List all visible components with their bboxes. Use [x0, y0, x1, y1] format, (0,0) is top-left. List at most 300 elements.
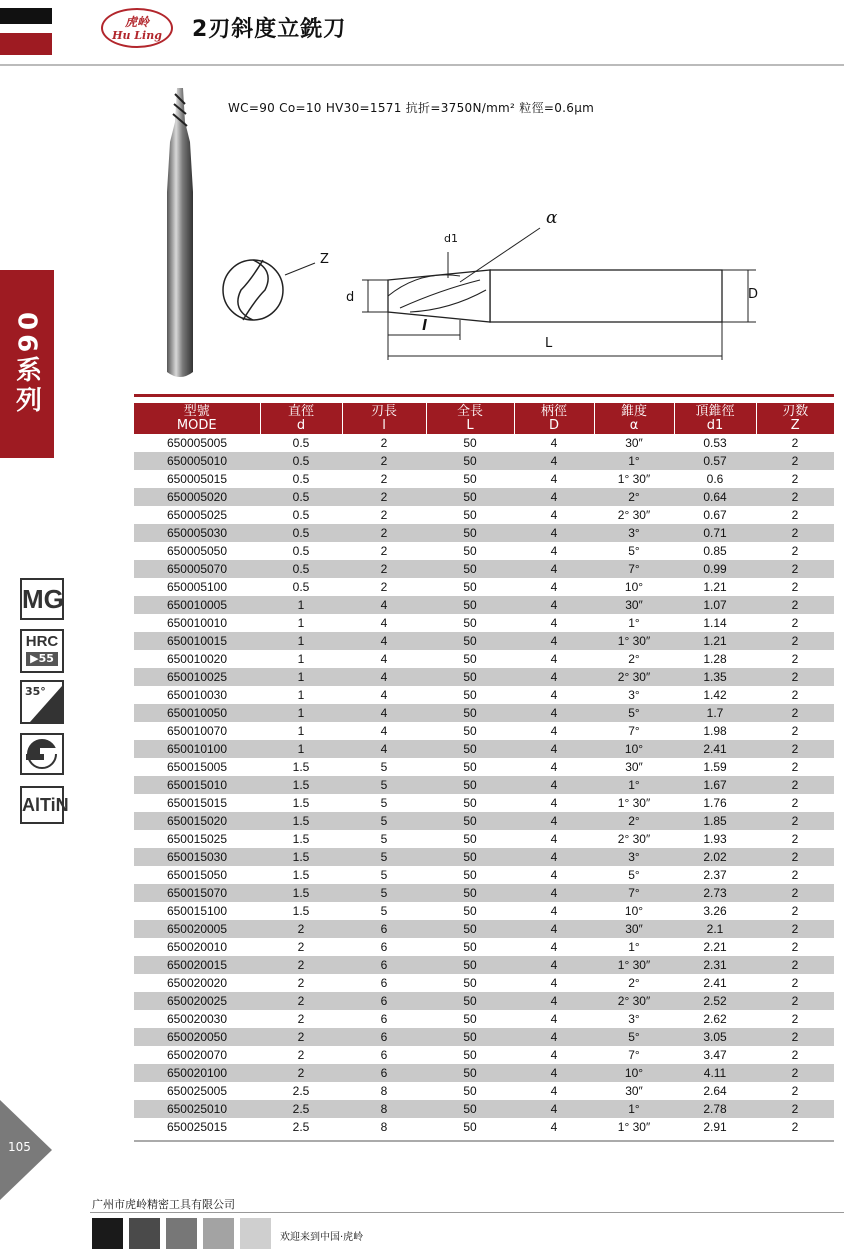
helix-angle-label: 35° [25, 685, 46, 698]
cell-shank-diameter: 4 [514, 1100, 594, 1118]
table-row [134, 758, 834, 776]
table-row [134, 686, 834, 704]
table-row [134, 1118, 834, 1136]
color-swatch [240, 1218, 271, 1249]
cell-flute-count: 2 [756, 506, 834, 524]
cell-overall-length: 50 [426, 902, 514, 920]
cell-model: 650005005 [134, 434, 260, 452]
table-body [134, 434, 834, 1136]
product-table [134, 403, 834, 1136]
cell-overall-length: 50 [426, 884, 514, 902]
cell-tip-diameter: 2.52 [674, 992, 756, 1010]
cell-flute-count: 2 [756, 632, 834, 650]
cell-flute-length: 5 [342, 794, 426, 812]
table-row [134, 956, 834, 974]
cell-model: 650015050 [134, 866, 260, 884]
cell-tip-diameter: 1.59 [674, 758, 756, 776]
cell-shank-diameter: 4 [514, 452, 594, 470]
cell-shank-diameter: 4 [514, 488, 594, 506]
cell-model: 650020050 [134, 1028, 260, 1046]
cell-flute-count: 2 [756, 542, 834, 560]
cell-tip-diameter: 0.85 [674, 542, 756, 560]
cell-flute-length: 6 [342, 956, 426, 974]
cell-diameter: 0.5 [260, 488, 342, 506]
cell-overall-length: 50 [426, 920, 514, 938]
cell-tip-diameter: 2.91 [674, 1118, 756, 1136]
cell-tip-diameter: 1.98 [674, 722, 756, 740]
cell-tip-diameter: 2.02 [674, 848, 756, 866]
cell-overall-length: 50 [426, 632, 514, 650]
cell-flute-length: 6 [342, 974, 426, 992]
cell-flute-length: 2 [342, 470, 426, 488]
cell-diameter: 1 [260, 632, 342, 650]
cell-flute-count: 2 [756, 758, 834, 776]
cell-flute-length: 4 [342, 650, 426, 668]
table-row [134, 866, 834, 884]
cell-shank-diameter: 4 [514, 524, 594, 542]
cell-taper: 2° 30″ [594, 830, 674, 848]
header-shank-diameter: 柄徑 D [514, 403, 594, 434]
cell-model: 650015070 [134, 884, 260, 902]
cell-diameter: 1.5 [260, 776, 342, 794]
cell-diameter: 1.5 [260, 794, 342, 812]
table-row [134, 992, 834, 1010]
flute-length-label: l [422, 318, 427, 334]
cell-shank-diameter: 4 [514, 776, 594, 794]
cell-diameter: 1.5 [260, 884, 342, 902]
cell-overall-length: 50 [426, 1046, 514, 1064]
table-row [134, 848, 834, 866]
cell-flute-length: 4 [342, 614, 426, 632]
cell-overall-length: 50 [426, 1010, 514, 1028]
cell-flute-length: 4 [342, 596, 426, 614]
header-tip-diameter: 頂錐徑 d1 [674, 403, 756, 434]
cell-overall-length: 50 [426, 866, 514, 884]
table-row [134, 650, 834, 668]
cell-tip-diameter: 2.21 [674, 938, 756, 956]
cell-taper: 1° 30″ [594, 1118, 674, 1136]
cell-diameter: 0.5 [260, 434, 342, 452]
cell-tip-diameter: 1.85 [674, 812, 756, 830]
cell-taper: 1° 30″ [594, 632, 674, 650]
cell-overall-length: 50 [426, 578, 514, 596]
cell-tip-diameter: 0.6 [674, 470, 756, 488]
header-black-bar [0, 8, 52, 24]
cell-tip-diameter: 0.57 [674, 452, 756, 470]
cell-flute-count: 2 [756, 866, 834, 884]
cell-diameter: 2 [260, 1028, 342, 1046]
cell-tip-diameter: 1.28 [674, 650, 756, 668]
cell-flute-count: 2 [756, 920, 834, 938]
cell-flute-count: 2 [756, 1082, 834, 1100]
alpha-label: α [546, 208, 558, 228]
mg-badge: MG [20, 578, 64, 620]
cell-tip-diameter: 2.73 [674, 884, 756, 902]
cell-shank-diameter: 4 [514, 470, 594, 488]
cell-model: 650010010 [134, 614, 260, 632]
color-swatch [92, 1218, 123, 1249]
cell-overall-length: 50 [426, 488, 514, 506]
two-flute-icon [22, 735, 62, 773]
cell-taper: 7° [594, 560, 674, 578]
cell-tip-diameter: 2.64 [674, 1082, 756, 1100]
cell-taper: 5° [594, 542, 674, 560]
cell-model: 650005070 [134, 560, 260, 578]
cell-flute-length: 4 [342, 668, 426, 686]
cell-shank-diameter: 4 [514, 434, 594, 452]
header-divider [0, 64, 844, 66]
cell-overall-length: 50 [426, 758, 514, 776]
cell-flute-count: 2 [756, 668, 834, 686]
cell-overall-length: 50 [426, 740, 514, 758]
table-row [134, 776, 834, 794]
cell-diameter: 1 [260, 650, 342, 668]
cell-diameter: 0.5 [260, 524, 342, 542]
cell-shank-diameter: 4 [514, 1064, 594, 1082]
cell-taper: 7° [594, 1046, 674, 1064]
cell-flute-length: 2 [342, 578, 426, 596]
cell-flute-count: 2 [756, 470, 834, 488]
cell-flute-length: 8 [342, 1082, 426, 1100]
cell-flute-length: 5 [342, 848, 426, 866]
cell-flute-count: 2 [756, 650, 834, 668]
d-label: d [346, 290, 355, 305]
cell-diameter: 0.5 [260, 470, 342, 488]
coating-badge: AlTiN [20, 786, 64, 824]
cell-shank-diameter: 4 [514, 740, 594, 758]
cell-flute-length: 2 [342, 434, 426, 452]
cell-taper: 30″ [594, 434, 674, 452]
cell-overall-length: 50 [426, 794, 514, 812]
cell-taper: 1° [594, 614, 674, 632]
cell-flute-length: 4 [342, 740, 426, 758]
cell-overall-length: 50 [426, 704, 514, 722]
table-row [134, 560, 834, 578]
cell-shank-diameter: 4 [514, 1082, 594, 1100]
table-bottom-rule [134, 1140, 834, 1142]
color-swatch [129, 1218, 160, 1249]
cell-shank-diameter: 4 [514, 506, 594, 524]
cell-overall-length: 50 [426, 542, 514, 560]
cell-taper: 30″ [594, 758, 674, 776]
header-flute-length: 刃長 l [342, 403, 426, 434]
hrc-label: HRC [25, 633, 59, 650]
cell-overall-length: 50 [426, 722, 514, 740]
cell-flute-count: 2 [756, 452, 834, 470]
cell-model: 650015100 [134, 902, 260, 920]
cell-flute-length: 4 [342, 632, 426, 650]
cell-taper: 7° [594, 722, 674, 740]
cell-diameter: 2.5 [260, 1082, 342, 1100]
cell-flute-length: 6 [342, 938, 426, 956]
cell-flute-length: 5 [342, 866, 426, 884]
z-label: Z [320, 252, 329, 267]
cell-diameter: 2 [260, 974, 342, 992]
table-row [134, 812, 834, 830]
cell-taper: 2° [594, 650, 674, 668]
cell-tip-diameter: 1.14 [674, 614, 756, 632]
cell-diameter: 0.5 [260, 578, 342, 596]
table-row [134, 920, 834, 938]
cell-model: 650005020 [134, 488, 260, 506]
table-row [134, 722, 834, 740]
table-row [134, 668, 834, 686]
cell-overall-length: 50 [426, 614, 514, 632]
cell-taper: 3° [594, 1010, 674, 1028]
cell-shank-diameter: 4 [514, 938, 594, 956]
cell-tip-diameter: 2.1 [674, 920, 756, 938]
cell-model: 650010100 [134, 740, 260, 758]
cell-diameter: 1 [260, 740, 342, 758]
cell-flute-count: 2 [756, 830, 834, 848]
cell-tip-diameter: 1.21 [674, 632, 756, 650]
cell-overall-length: 50 [426, 848, 514, 866]
table-row [134, 542, 834, 560]
cell-flute-length: 4 [342, 722, 426, 740]
table-row [134, 524, 834, 542]
cell-flute-length: 2 [342, 560, 426, 578]
table-row [134, 614, 834, 632]
cell-shank-diameter: 4 [514, 650, 594, 668]
cell-overall-length: 50 [426, 830, 514, 848]
cell-flute-count: 2 [756, 434, 834, 452]
cell-model: 650010020 [134, 650, 260, 668]
table-row [134, 632, 834, 650]
cell-flute-count: 2 [756, 1118, 834, 1136]
cell-tip-diameter: 0.67 [674, 506, 756, 524]
table-row [134, 470, 834, 488]
cell-shank-diameter: 4 [514, 1046, 594, 1064]
cell-flute-length: 6 [342, 920, 426, 938]
cell-model: 650005025 [134, 506, 260, 524]
overall-length-label: L [545, 336, 553, 351]
cell-shank-diameter: 4 [514, 902, 594, 920]
table-row [134, 794, 834, 812]
cell-taper: 5° [594, 866, 674, 884]
cell-diameter: 2.5 [260, 1100, 342, 1118]
cell-flute-length: 2 [342, 524, 426, 542]
cell-taper: 5° [594, 1028, 674, 1046]
cell-taper: 30″ [594, 1082, 674, 1100]
cell-overall-length: 50 [426, 1100, 514, 1118]
cell-tip-diameter: 1.42 [674, 686, 756, 704]
cell-model: 650020010 [134, 938, 260, 956]
table-row [134, 1082, 834, 1100]
cell-tip-diameter: 2.41 [674, 974, 756, 992]
cell-flute-length: 5 [342, 758, 426, 776]
cell-overall-length: 50 [426, 560, 514, 578]
cell-taper: 10° [594, 902, 674, 920]
cell-model: 650015010 [134, 776, 260, 794]
cell-flute-length: 6 [342, 1028, 426, 1046]
cell-tip-diameter: 2.41 [674, 740, 756, 758]
cell-shank-diameter: 4 [514, 1118, 594, 1136]
table-row [134, 1028, 834, 1046]
cell-tip-diameter: 1.93 [674, 830, 756, 848]
footer-divider [90, 1212, 844, 1213]
cell-taper: 10° [594, 740, 674, 758]
cell-flute-count: 2 [756, 794, 834, 812]
cell-flute-length: 4 [342, 704, 426, 722]
cell-taper: 2° 30″ [594, 992, 674, 1010]
cell-overall-length: 50 [426, 992, 514, 1010]
table-row [134, 830, 834, 848]
cell-diameter: 2 [260, 1064, 342, 1082]
cell-taper: 2° 30″ [594, 668, 674, 686]
cell-shank-diameter: 4 [514, 632, 594, 650]
table-row [134, 938, 834, 956]
cell-model: 650010025 [134, 668, 260, 686]
cell-shank-diameter: 4 [514, 668, 594, 686]
tool-dimension-diagram [360, 220, 790, 370]
header-taper: 錐度 α [594, 403, 674, 434]
cell-flute-length: 6 [342, 992, 426, 1010]
cell-shank-diameter: 4 [514, 686, 594, 704]
cell-model: 650005015 [134, 470, 260, 488]
cell-diameter: 2 [260, 1046, 342, 1064]
table-row [134, 974, 834, 992]
shank-diameter-label: D [748, 287, 759, 302]
cell-overall-length: 50 [426, 434, 514, 452]
table-row [134, 1064, 834, 1082]
table-row [134, 596, 834, 614]
cell-diameter: 1.5 [260, 848, 342, 866]
cell-model: 650015030 [134, 848, 260, 866]
cell-model: 650015020 [134, 812, 260, 830]
color-swatch [166, 1218, 197, 1249]
cell-model: 650005030 [134, 524, 260, 542]
cell-overall-length: 50 [426, 668, 514, 686]
helix-angle-badge [20, 680, 64, 724]
table-row [134, 884, 834, 902]
cell-diameter: 0.5 [260, 560, 342, 578]
brand-logo [101, 8, 173, 48]
cell-diameter: 1 [260, 614, 342, 632]
cell-diameter: 1.5 [260, 812, 342, 830]
cell-model: 650020100 [134, 1064, 260, 1082]
cell-model: 650005010 [134, 452, 260, 470]
cell-diameter: 2 [260, 920, 342, 938]
cell-diameter: 1.5 [260, 866, 342, 884]
cell-shank-diameter: 4 [514, 884, 594, 902]
cell-tip-diameter: 4.11 [674, 1064, 756, 1082]
cell-model: 650025010 [134, 1100, 260, 1118]
cell-model: 650025005 [134, 1082, 260, 1100]
logo-line1: 虎岭 [124, 15, 149, 29]
cell-tip-diameter: 1.67 [674, 776, 756, 794]
cell-flute-count: 2 [756, 992, 834, 1010]
cell-shank-diameter: 4 [514, 722, 594, 740]
cell-diameter: 1 [260, 686, 342, 704]
cell-taper: 7° [594, 884, 674, 902]
cell-flute-count: 2 [756, 1046, 834, 1064]
cell-flute-count: 2 [756, 578, 834, 596]
logo-line2: Hu Ling [112, 29, 162, 42]
d1-label: d1 [444, 232, 458, 245]
cell-flute-length: 2 [342, 506, 426, 524]
cell-diameter: 1.5 [260, 830, 342, 848]
cell-diameter: 1.5 [260, 758, 342, 776]
cell-shank-diameter: 4 [514, 812, 594, 830]
cell-overall-length: 50 [426, 1082, 514, 1100]
cell-overall-length: 50 [426, 506, 514, 524]
cell-overall-length: 50 [426, 956, 514, 974]
company-name: 广州市虎岭精密工具有限公司 [92, 1198, 235, 1211]
cell-shank-diameter: 4 [514, 704, 594, 722]
cell-taper: 2° [594, 974, 674, 992]
cell-taper: 10° [594, 1064, 674, 1082]
cell-tip-diameter: 2.62 [674, 1010, 756, 1028]
cell-flute-count: 2 [756, 812, 834, 830]
cell-flute-count: 2 [756, 938, 834, 956]
cell-taper: 3° [594, 686, 674, 704]
cell-taper: 3° [594, 848, 674, 866]
cell-tip-diameter: 0.99 [674, 560, 756, 578]
cell-taper: 1° [594, 1100, 674, 1118]
cell-diameter: 2 [260, 992, 342, 1010]
cell-overall-length: 50 [426, 938, 514, 956]
cell-tip-diameter: 1.7 [674, 704, 756, 722]
cell-flute-length: 2 [342, 452, 426, 470]
cell-tip-diameter: 0.53 [674, 434, 756, 452]
cell-flute-count: 2 [756, 524, 834, 542]
cell-flute-count: 2 [756, 704, 834, 722]
cell-model: 650020070 [134, 1046, 260, 1064]
cell-model: 650005100 [134, 578, 260, 596]
table-row [134, 578, 834, 596]
header-overall-length: 全長 L [426, 403, 514, 434]
cell-diameter: 2 [260, 956, 342, 974]
material-spec: WC=90 Co=10 HV30=1571 抗折=3750N/mm² 粒徑=0.6μm [228, 101, 595, 115]
flute-badge [20, 733, 64, 775]
cell-model: 650010005 [134, 596, 260, 614]
cell-flute-length: 5 [342, 902, 426, 920]
table-row [134, 1010, 834, 1028]
cell-model: 650005050 [134, 542, 260, 560]
cell-model: 650015025 [134, 830, 260, 848]
cell-flute-count: 2 [756, 722, 834, 740]
cell-shank-diameter: 4 [514, 758, 594, 776]
cell-overall-length: 50 [426, 470, 514, 488]
cell-diameter: 2 [260, 1010, 342, 1028]
cell-flute-count: 2 [756, 956, 834, 974]
cell-diameter: 0.5 [260, 506, 342, 524]
cell-taper: 1° [594, 776, 674, 794]
cell-flute-count: 2 [756, 1100, 834, 1118]
cell-flute-count: 2 [756, 848, 834, 866]
table-top-rule [134, 394, 834, 397]
cell-overall-length: 50 [426, 1118, 514, 1136]
cell-taper: 1° 30″ [594, 470, 674, 488]
cell-model: 650020030 [134, 1010, 260, 1028]
cell-diameter: 1 [260, 668, 342, 686]
cell-tip-diameter: 3.05 [674, 1028, 756, 1046]
table-row [134, 1046, 834, 1064]
cell-tip-diameter: 2.37 [674, 866, 756, 884]
cell-shank-diameter: 4 [514, 920, 594, 938]
cell-taper: 10° [594, 578, 674, 596]
hrc-badge [20, 629, 64, 673]
cell-shank-diameter: 4 [514, 1028, 594, 1046]
cell-diameter: 2.5 [260, 1118, 342, 1136]
cell-flute-length: 6 [342, 1064, 426, 1082]
cell-flute-count: 2 [756, 1010, 834, 1028]
cell-shank-diameter: 4 [514, 992, 594, 1010]
cell-shank-diameter: 4 [514, 596, 594, 614]
welcome-text: 欢迎来到中国·虎岭 [280, 1232, 364, 1243]
cell-taper: 30″ [594, 596, 674, 614]
cell-taper: 1° 30″ [594, 794, 674, 812]
